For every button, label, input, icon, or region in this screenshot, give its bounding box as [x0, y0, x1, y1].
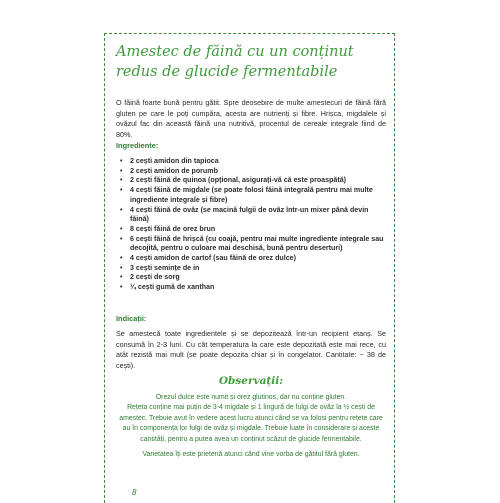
list-item: • 2 cești de sorg: [118, 273, 386, 283]
observations-heading: Observații:: [218, 375, 284, 387]
page-number: 8: [132, 488, 137, 497]
ingredients-list: [118, 157, 386, 293]
intro-paragraph: O făină foarte bună pentru gătit. Spre deosebire de multe amestecuri de făină fără gluten pe care le poți cumpăra, acesta are nutrienți și fibre. Hrișca, migdalele și ovăzul fac din această făină una nutritivă, procentul de cereale integrale fiind de 80%.: [116, 98, 386, 139]
directions-heading: Indicații:: [116, 314, 147, 323]
observation-note: Varietatea îți este prietenă atunci când vine vorba de gătitul fără gluten.: [142, 451, 360, 459]
list-item: • 6 cești făină de hrișcă (cu coajă, pentru mai multe ingrediente integrale sau decojită, pentru o culoare mai deschisă, bună pentru deserturi): [118, 235, 386, 254]
list-item: • 4 cești făină de ovăz (se macină fulgii de ovăz într-un mixer până devin făină): [118, 206, 386, 225]
list-item: • 4 cești amidon de cartof (sau făină de orez dulce): [118, 254, 386, 264]
list-item: • 4 cești făină de migdale (se poate folosi făină integrală pentru mai multe ingrediente integrale și fibre): [118, 186, 386, 205]
observations-notes: [116, 393, 386, 460]
observation-note: Orezul dulce este numit și orez glutinos, dar nu conține gluten.: [155, 394, 347, 401]
list-item: • 2 cești făină de quinoa (opțional, asigurați-vă că este proaspătă): [118, 176, 386, 186]
ingredients-heading: Ingrediente:: [116, 141, 159, 150]
list-item: • 2 cești amidon din tapioca: [118, 157, 386, 167]
observation-note: Rețeta conține mai puțin de 3-4 migdale și 1 lingură de fulgi de ovăz la ½ cești de amestec. Trebuie avut în vedere acest lucru atunci când se va folosi pentru rețete care au în componența lor fulgi de ovăz și migdale. Trebuie luate în considerare și aceste cantități, pentru a putea avea un conținut scăzut de glucide fermentabile.: [119, 404, 383, 443]
list-item: • 2 cești amidon de porumb: [118, 167, 386, 177]
list-item: • 8 cești făină de orez brun: [118, 225, 386, 235]
recipe-title: Amestec de făină cu un conținut redus de glucide fermentabile: [116, 44, 354, 80]
directions-paragraph: Se amestecă toate ingredientele și se depozitează într-un recipient etanș. Se consumă în 2-3 luni. Cu cât temperatura la care este depozitată este mai rece, cu atât rezistă mai mult (se poate depozita chiar și în congelator. Cantitate: ~ 38 de cești).: [116, 329, 386, 370]
list-item: • ¼ cești gumă de xanthan: [118, 283, 386, 293]
list-item: • 3 cești semințe de in: [118, 264, 386, 274]
